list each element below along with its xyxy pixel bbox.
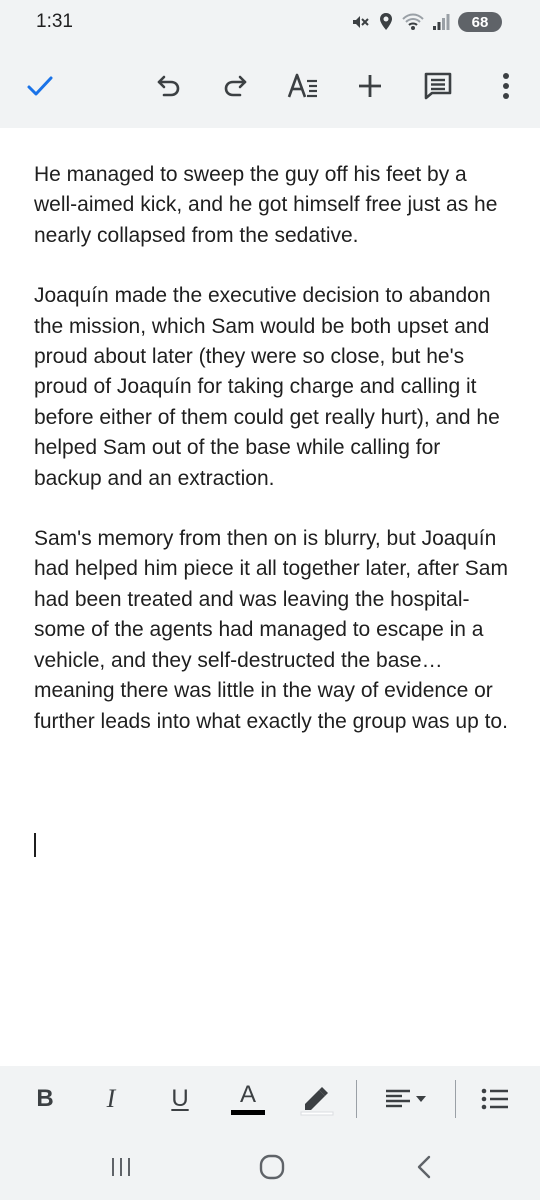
back-icon xyxy=(414,1154,434,1180)
signal-icon xyxy=(432,12,450,32)
battery-icon: 68 xyxy=(458,12,502,32)
alignment-button[interactable] xyxy=(380,1078,432,1120)
italic-button[interactable] xyxy=(98,1078,124,1120)
text-color-swatch xyxy=(231,1110,265,1115)
more-vert-icon xyxy=(501,71,511,101)
paragraph[interactable]: He managed to sweep the guy off his feet by a well-aimed kick, and he got himself free just as he nearly collapsed from the sedative. xyxy=(34,163,498,247)
check-icon xyxy=(25,71,55,101)
undo-button[interactable] xyxy=(147,64,191,108)
location-icon xyxy=(378,12,394,32)
redo-icon xyxy=(221,72,249,100)
recent-apps-button[interactable] xyxy=(101,1152,141,1182)
text-cursor xyxy=(34,833,36,857)
highlight-button[interactable] xyxy=(298,1078,336,1120)
text-color-button[interactable] xyxy=(231,1078,265,1120)
document-body[interactable] xyxy=(34,160,510,767)
comment-icon xyxy=(423,71,453,101)
bold-label: B xyxy=(36,1085,54,1112)
recent-apps-icon xyxy=(108,1155,134,1179)
text-color-label: A xyxy=(239,1081,256,1108)
bullet-list-icon xyxy=(480,1085,510,1113)
italic-label: I xyxy=(106,1084,116,1113)
redo-button[interactable] xyxy=(213,64,257,108)
toolbar-divider xyxy=(455,1080,456,1118)
done-button[interactable] xyxy=(18,64,62,108)
home-button[interactable] xyxy=(252,1152,292,1182)
text-format-button[interactable] xyxy=(281,64,325,108)
mute-icon xyxy=(350,12,370,32)
status-bar xyxy=(0,0,540,44)
highlight-icon xyxy=(299,1082,335,1116)
format-bar xyxy=(0,1066,540,1132)
align-left-icon xyxy=(384,1086,414,1112)
editor-toolbar xyxy=(0,44,540,128)
back-button[interactable] xyxy=(404,1152,444,1182)
status-time: 1:31 xyxy=(36,11,73,32)
bold-button[interactable] xyxy=(32,1078,58,1120)
paragraph[interactable]: Sam's memory from then on is blurry, but Joaquín had helped him piece it all together later, after Sam had been treated and was leaving the hospital- some of the agents had managed to escape in a vehicle, and they self-destructed the base…meaning there was little in the way of evidence or further leads into what exactly the group was up to. xyxy=(34,527,508,733)
insert-button[interactable] xyxy=(348,64,392,108)
underline-button[interactable] xyxy=(166,1078,194,1120)
more-options-button[interactable] xyxy=(484,64,528,108)
comment-button[interactable] xyxy=(416,64,460,108)
system-nav-bar xyxy=(0,1132,540,1200)
bullet-list-button[interactable] xyxy=(478,1078,512,1120)
text-format-icon xyxy=(287,71,319,101)
paragraph[interactable]: Joaquín made the executive decision to abandon the mission, which Sam would be both upset and proud about later (they were so close, but he's proud of Joaquín for taking charge and calling it before either of them could get really hurt), and he helped Sam out of the base while calling for backup and an extraction. xyxy=(34,284,500,490)
undo-icon xyxy=(155,72,183,100)
status-icons xyxy=(350,10,502,34)
toolbar-divider xyxy=(356,1080,357,1118)
dropdown-arrow-icon xyxy=(414,1094,428,1104)
add-icon xyxy=(356,72,384,100)
underline-label: U xyxy=(171,1085,189,1112)
home-icon xyxy=(258,1153,286,1181)
wifi-icon xyxy=(402,12,424,32)
